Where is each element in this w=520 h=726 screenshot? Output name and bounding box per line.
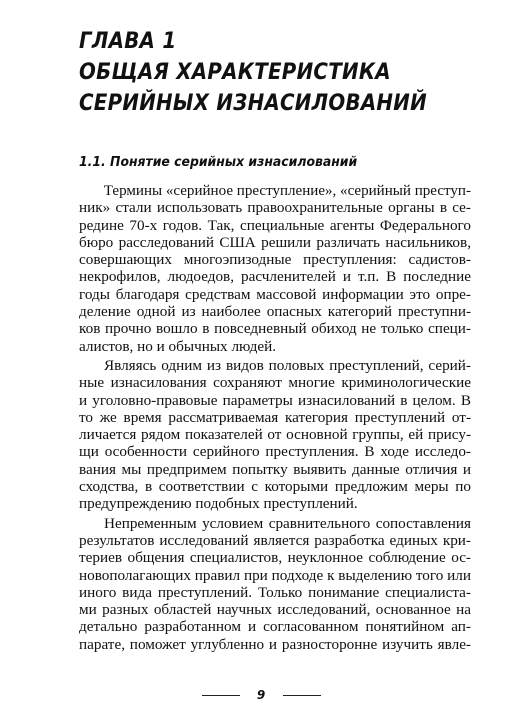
chapter-title-line: СЕРИЙНЫХ ИЗНАСИЛОВАНИЙ xyxy=(79,91,427,116)
paragraph xyxy=(79,182,471,355)
text-line: щи особенности серийного преступления. В ходе исследо- xyxy=(79,443,471,461)
text-line: бюро расследований США решили различать насильников, xyxy=(79,233,471,251)
text-line: парате, поможет углубленно и разносторонне изучить явле- xyxy=(79,635,471,653)
text-line: то же время рассматриваемая категория преступлений от- xyxy=(79,408,471,426)
body-text xyxy=(79,182,471,655)
page-number: 9 xyxy=(256,688,266,702)
text-line: результатов исследований является разработка единых кри- xyxy=(79,531,471,549)
text-line: вания мы предпримем попытку выявить данные отличия и xyxy=(79,460,471,478)
text-line: и уголовно-правовые параметры изнасилований в целом. В xyxy=(79,391,471,409)
page-footer xyxy=(0,687,520,703)
footer-rule-left xyxy=(202,695,240,696)
text-line: детально разработанном и согласованном понятийном ап- xyxy=(79,618,471,636)
text-line: ков прочно вошло в повседневный обиход не только специ- xyxy=(79,320,471,338)
text-line: ми разных областей научных исследований, основанное на xyxy=(79,601,471,619)
text-line: сходства, в соответствии с которыми предложим меры по xyxy=(79,478,471,496)
text-line: алистов, но и обычных людей. xyxy=(79,337,276,355)
text-line: Термины «серийное преступление», «серийный преступ- xyxy=(103,182,472,199)
text-line: предупреждению подобных преступлений. xyxy=(79,495,358,513)
text-line: иного вида преступлений. Только понимание специалиста- xyxy=(79,583,471,601)
paragraph xyxy=(79,357,471,513)
text-line: деление одной из наиболее опасных категорий преступни- xyxy=(79,303,471,321)
paragraph xyxy=(79,515,471,653)
chapter-heading xyxy=(79,26,457,119)
chapter-title-line: ОБЩАЯ ХАРАКТЕРИСТИКА xyxy=(79,60,391,85)
text-line: ник» стали использовать правоохранительные органы в се- xyxy=(79,199,471,217)
chapter-label: ГЛАВА 1 xyxy=(79,29,177,54)
text-line: Непременным условием сравнительного сопоставления xyxy=(104,514,471,532)
text-line: некрофилов, людоедов, расчленителей и т.п. В последние xyxy=(79,268,471,286)
footer-rule-right xyxy=(283,695,321,696)
section-title: 1.1. Понятие серийных изнасилований xyxy=(79,154,358,170)
text-line: совершающих многоэпизодные преступления: садистов- xyxy=(79,251,471,269)
text-line: редине 70-х годов. Так, специальные агенты Федерального xyxy=(79,216,471,234)
text-line: личается рядом показателей от основной группы, ей прису- xyxy=(79,426,471,444)
text-line: ные изнасилования сохраняют многие криминологические xyxy=(79,374,471,392)
text-line: Являясь одним из видов половых преступлений, серий- xyxy=(104,356,471,374)
text-line: годы благодаря средствам массовой информации это опре- xyxy=(79,285,471,303)
text-line: новополагающих правил при подходе к выделению того или xyxy=(79,566,471,584)
text-line: териев общения специалистов, неуклонное соблюдение ос- xyxy=(79,549,471,567)
